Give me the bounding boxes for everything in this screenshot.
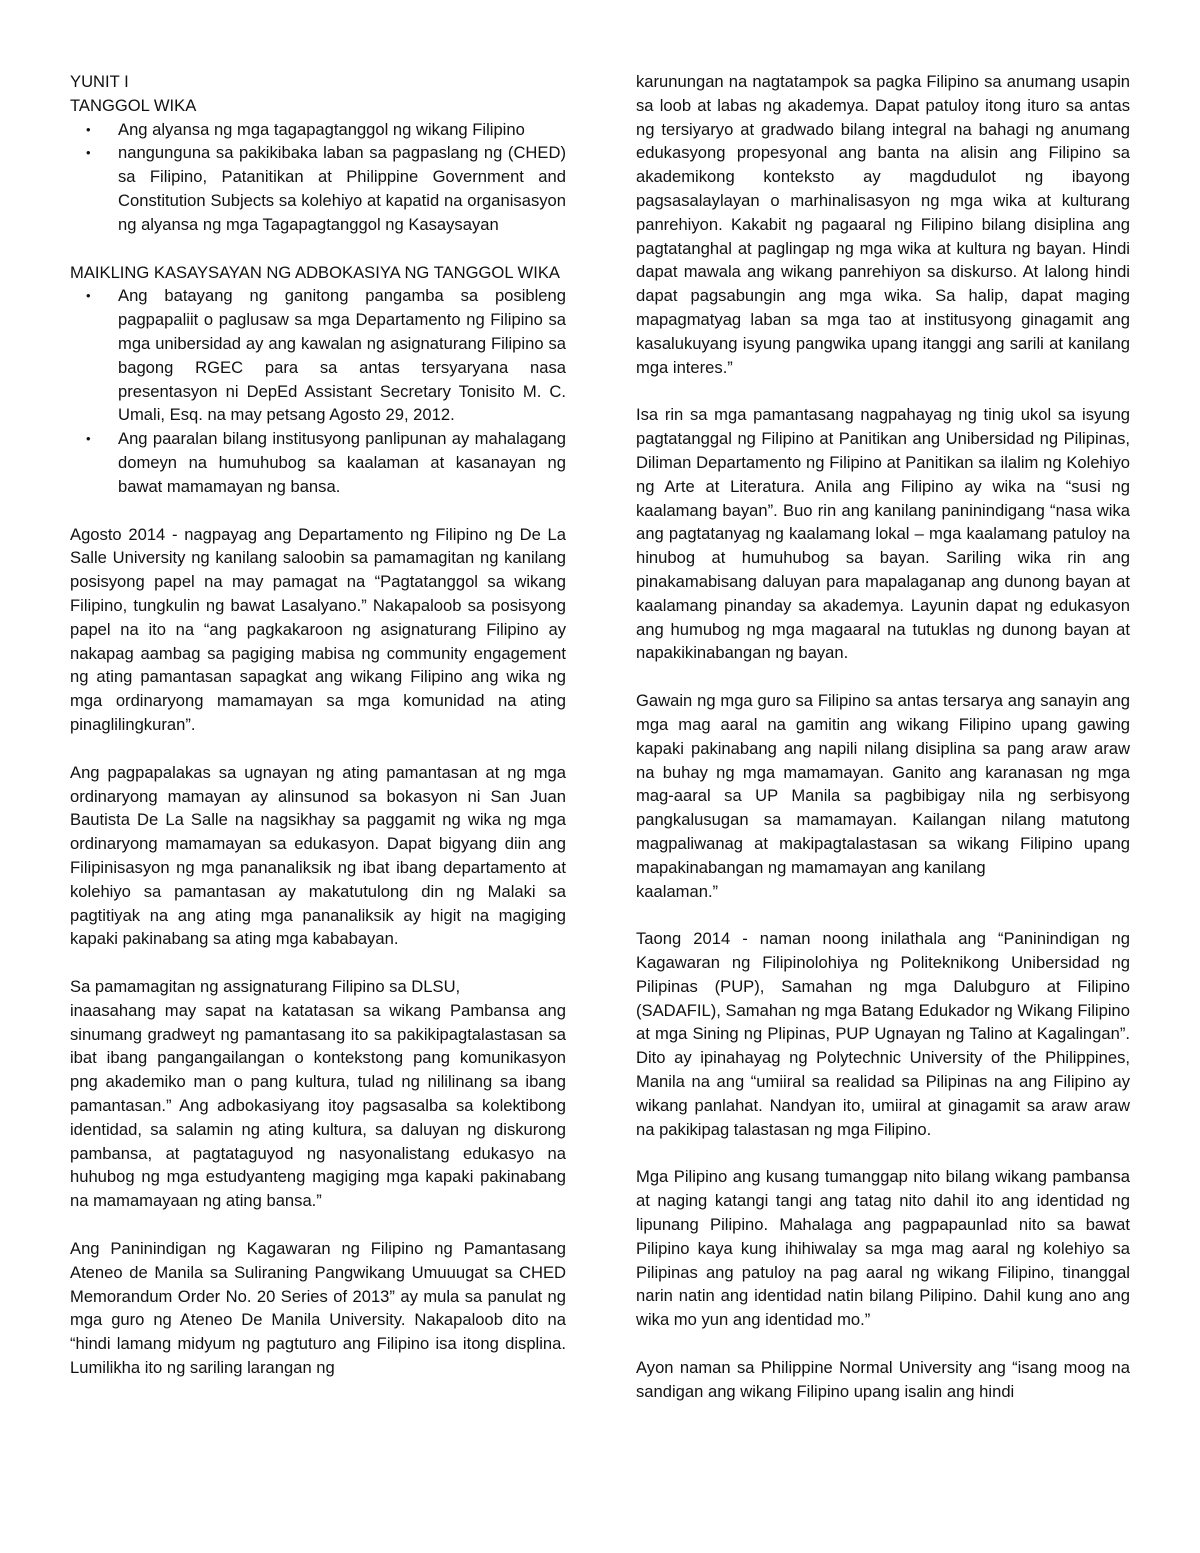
bullet-icon: •: [86, 145, 91, 161]
bullet-icon: •: [86, 121, 91, 137]
paragraph: Ayon naman sa Philippine Normal University ang “isang moog na sandigan ang wikang Filipino upang isalin ang hindi: [636, 1358, 1130, 1401]
bullet-list-2: [70, 284, 566, 498]
paragraph: Ang pagpapalakas sa ugnayan ng ating pamantasan at ng mga ordinaryong mamayan ay alinsunod sa bokasyon ni San Juan Bautista De La Salle na nagsikhay sa paggamit ng wika ng mga ordinaryong mamamayan sa edukasyon. Dapat bigyang diin ang Filipinisasyon ng mga pananaliksik ng ibat ibang departamento at kolehiyo sa pamantasan ay makatutulong din ng Malaki sa pagtitiyak na ang ating mga pananaliksik ay higit na magiging kapaki pakinabang sa ating mga kababayan.: [70, 762, 566, 949]
bullet-icon: •: [86, 288, 91, 304]
list-item: • Ang batayang ng ganitong pangamba sa posibleng pagpapaliit o paglusaw sa mga Departamento ng Filipino sa mga unibersidad ay ang kawalan ng asignaturang Filipino sa bagong RGEC para sa antas tersyaryana nasa presentasyon ni DepEd Assistant Secretary Tonisito M. C. Umali, Esq. na may petsang Agosto 29, 2012.: [86, 286, 566, 425]
bullet-list-1: [70, 118, 566, 237]
section-heading: MAIKLING KASAYSAYAN NG ADBOKASIYA NG TANGGOL WIKA: [70, 262, 560, 282]
paragraph: Taong 2014 - naman noong inilathala ang “Paninindigan ng Kagawaran ng Filipinolohiya ng Politeknikong Unibersidad ng Pilipinas (PUP), Samahan ng mga Dalubguro at Filipino (SADAFIL), Samahan ng mga Batang Edukador ng Wikang Filipino at mga Sining ng Plipinas, PUP Ugnayan ng Talino at Kagalingan”. Dito ay ipinahayag ng Polytechnic University of the Philippines, Manila na ang “umiiral sa realidad sa Pilipinas na ang Filipino ay wikang panlahat. Nandyan ito, umiiral at ginagamit sa araw araw na pakikipag talastasan ng mga Filipino.: [636, 929, 1130, 1139]
paragraph-tail: kaalaman.”: [636, 881, 719, 901]
paragraph: karunungan na nagtatampok sa pagka Filipino sa anumang usapin sa loob at labas ng akademya. Dapat patuloy itong ituro sa antas ng tersiyaryo at gradwado bilang integral na bahagi ng anumang edukasyong propesyonal ang banta na alisin ang Filipino sa akademikong konteksto ay magdudulot ng ibayong pagsasalaylayan o marhinalisasyon ng mga wika at kulturang panrehiyon. Kakabit ng pagaaral ng Filipino bilang disiplina ang pagtatanghal at paglingap ng mga wika at kultura ng bayan. Hindi dapat mawala ang wikang panrehiyon sa diskurso. At lalong hindi dapat pagsabungin ang mga wika. Sa halip, dapat maging mapagmatyag laban sa mga tao at institusyong ginagamit ang kasalukuyang isyung pangwika upang itanggi ang sarili at kanilang mga interes.”: [636, 72, 1130, 377]
paragraph-lead: Sa pamamagitan ng assignaturang Filipino sa DLSU,: [70, 977, 461, 997]
paragraph: Agosto 2014 - nagpayag ang Departamento ng Filipino ng De La Salle University ng kanilang saloobin sa pamamagitan ng kanilang posisyong papel na may pamagat na “Pagtatanggol sa wikang Filipino, tungkulin ng bawat Lasalyano.” Nakapaloob sa posisyong papel na ito na “ang pagkakaroon ng asignaturang Filipino ay nakapag aambag sa pagiging mabisa ng community engagement ng ating pamantasan sapagkat ang wikang Filipino ang wika ng mga ordinaryong mamamayan sa mga komunidad na ating pinaglilingkuran”.: [70, 524, 566, 734]
paragraph: Isa rin sa mga pamantasang nagpahayag ng tinig ukol sa isyung pagtatanggal ng Filipino at Panitikan ang Unibersidad ng Pilipinas, Diliman Departamento ng Filipino at Panitikan sa ilalim ng Kolehiyo ng Arte at Literatura. Anila ang Filipino ay wika na “susi ng kaalamang bayan”. Buo rin ang kanilang paninindigang “nasa wika ang pagtatanyag ng kaalamang lokal – mga kaalamang patuloy na hinubog at humuhubog sa bayan. Sariling wika rin ang pinakamabisang daluyan para mapalaganap ang dunong bayan at kaalamang pinanday sa akademya. Layunin dapat ng edukasyon ang humubog ng mga magaaral na tutuklas ng dunong bayan at napakikinabangan ng bayan.: [636, 405, 1130, 663]
list-item: • nangunguna sa pakikibaka laban sa pagpaslang ng (CHED) sa Filipino, Patanitikan at Philippine Government and Constitution Subjects sa kolehiyo at kapatid na organisasyon ng alyansa ng mga Tagapagtanggol ng Kasaysayan: [86, 143, 566, 234]
bullet-icon: •: [86, 431, 91, 447]
list-item: • Ang alyansa ng mga tagapagtanggol ng wikang Filipino: [70, 118, 566, 142]
right-column: [636, 70, 1130, 1404]
section-title: TANGGOL WIKA: [70, 95, 197, 115]
unit-title: YUNIT I: [70, 72, 129, 91]
list-item: • Ang paaralan bilang institusyong panlipunan ay mahalagang domeyn na humuhubog sa kaalaman at kasanayan ng bawat mamamayan ng bansa.: [86, 429, 566, 496]
paragraph: Gawain ng mga guro sa Filipino sa antas tersarya ang sanayin ang mga mag aaral na gamitin ang wikang Filipino upang gawing kapaki pakinabang ang napili nilang disiplina sa pang araw araw na buhay ng mga mamamayan. Ganito ang karanasan ng mga mag-aaral sa UP Manila sa pagbibigay nila ng serbisyong pangkalusugan sa mamamayan. Kailangan nilang matutong magpaliwanag at makipagtalastasan sa wikang Filipino upang mapakinabangan ng mamamayan ang kanilang: [636, 691, 1130, 877]
paragraph: inaasahang may sapat na katatasan sa wikang Pambansa ang sinumang gradweyt ng pamantasang ito sa pakikipagtalastasan sa ibat ibang pangangailangan o kontekstong pang komunikasyon png akademiko man o pang kultura, tulad ng nililinang sa ibang pamantasan.” Ang adbokasiyang itoy pagsasalba sa kolektibong identidad, sa salamin ng ating kultura, sa daluyan ng diskurong pambansa, at pagtataguyod ng nasyonalistang edukasyo na huhubog ng mga estudyanteng magiging mga kapaki pakinabang na mamamayaan ng ating bansa.”: [70, 1000, 566, 1211]
left-column: [70, 70, 566, 1380]
paragraph: Mga Pilipino ang kusang tumanggap nito bilang wikang pambansa at naging katangi tangi ang tatag nito dahil ito ang identidad ng lipunang Pilipino. Mahalaga ang pagpapaunlad nito sa bawat Pilipino kaya kung ihihiwalay sa mga mag aaral ng kolehiyo sa Pilipinas ang patuloy na pag aaral ng wikang Filipino, tinanggal narin natin ang identidad natin bilang Pilipino. Dahil kung ano ang wika mo yun ang identidad mo.”: [636, 1167, 1130, 1330]
paragraph: Ang Paninindigan ng Kagawaran ng Filipino ng Pamantasang Ateneo de Manila sa Suliraning Pangwikang Umuuugat sa CHED Memorandum Order No. 20 Series of 2013” ay mula sa panulat ng mga guro ng Ateneo De Manila University. Nakapaloob dito na “hindi lamang midyum ng pagtuturo ang Filipino isa itong displina. Lumilikha ito ng sariling larangan ng: [70, 1239, 566, 1378]
